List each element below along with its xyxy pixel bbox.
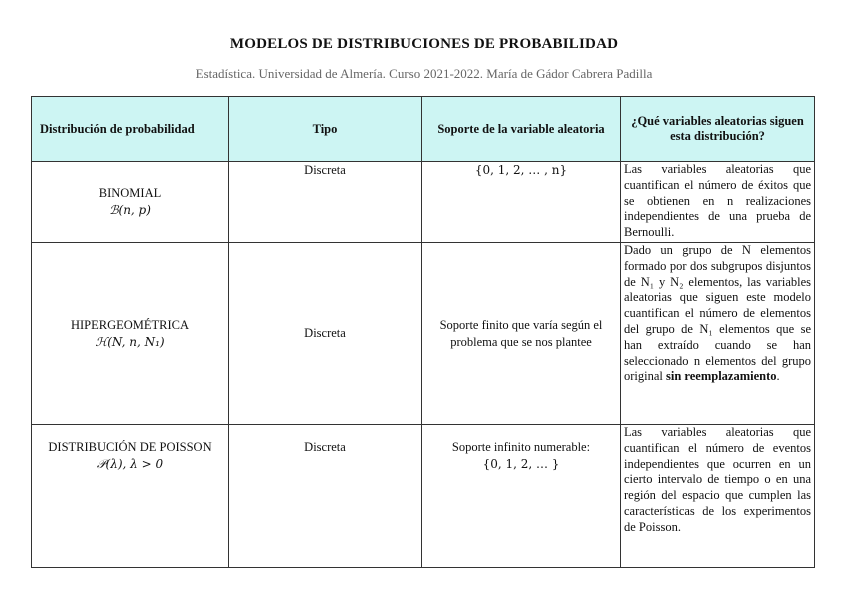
page-subtitle: Estadística. Universidad de Almería. Curso 2021-2022. María de Gádor Cabrera Padilla <box>195 66 653 81</box>
description-cell <box>621 243 815 425</box>
type-cell: Discreta <box>229 243 422 425</box>
support-cell: Soporte finito que varía según el problema que se nos plantee <box>422 243 621 425</box>
table-row-poisson <box>32 425 815 568</box>
distribution-notation: 𝒫(λ), λ > 0 <box>96 457 164 471</box>
page-title: MODELOS DE DISTRIBUCIONES DE PROBABILIDAD <box>229 36 619 52</box>
header-which-variables: ¿Qué variables aleatorias siguen esta distribución? <box>621 97 815 162</box>
type-cell: Discreta <box>229 162 422 243</box>
distribution-cell <box>32 425 229 568</box>
support-set: {0, 1, 2, … } <box>482 457 560 471</box>
header-distribution: Distribución de probabilidad <box>32 97 229 162</box>
distribution-cell <box>32 162 229 243</box>
distribution-cell <box>32 243 229 425</box>
distribution-notation: ℋ(N, n, N₁) <box>95 334 165 349</box>
distribution-name: HIPERGEOMÉTRICA <box>70 317 190 332</box>
distribution-name: BINOMIAL <box>98 186 162 200</box>
description-end: . <box>776 369 780 384</box>
distributions-table <box>31 96 815 568</box>
table-row-binomial <box>32 162 815 243</box>
table-header-row <box>32 97 815 162</box>
table-row-hypergeometric <box>32 243 815 425</box>
support-cell <box>422 425 621 568</box>
header-support: Soporte de la variable aleatoria <box>422 97 621 162</box>
description-cell: Las variables aleatorias que cuantifican el número de éxitos que se obtienen en n realizaciones independientes de una prueba de Bernoulli. <box>621 162 815 243</box>
header-type: Tipo <box>229 97 422 162</box>
description-cell: Las variables aleatorias que cuantifican el número de eventos independientes que ocurren en un cierto intervalo de tiempo o en una región del espacio que cumplen las características de los experimentos de Poisson. <box>621 425 815 568</box>
support-label: Soporte infinito numerable: <box>451 440 591 454</box>
distribution-notation: ℬ(n, p) <box>109 203 151 217</box>
description-emphasis: sin reemplazamiento <box>666 369 777 384</box>
distribution-name: DISTRIBUCIÓN DE POISSON <box>48 440 212 454</box>
type-cell: Discreta <box>229 425 422 568</box>
description-text: Dado un grupo de N elementos formado por dos subgrupos disjuntos de N₁ y N₂ elementos, las variables aleatorias que siguen este modelo cuantifican el número de elementos del grupo de N₁ elementos que se han extraído cuando se han seleccionado n elementos del grupo original <box>624 243 811 384</box>
support-cell: {0, 1, 2, … , n} <box>422 162 621 243</box>
